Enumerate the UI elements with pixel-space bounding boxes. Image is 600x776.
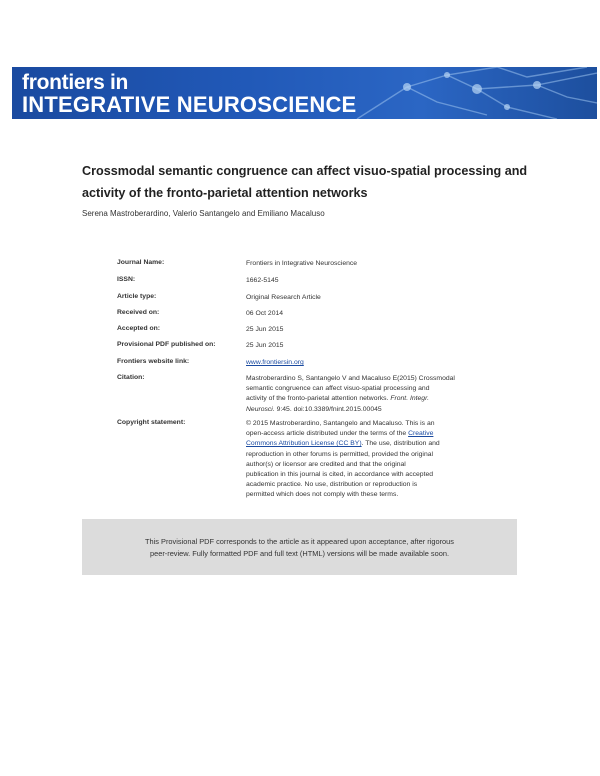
- journal-banner: [12, 67, 597, 119]
- copyright-line: . The use, distribution and: [361, 440, 440, 448]
- copyright-line: author(s) or licensor are credited and that the original: [246, 460, 406, 468]
- copyright-line: permitted which does not comply with these terms.: [246, 491, 399, 499]
- meta-label: Copyright statement:: [117, 419, 186, 426]
- author-list: Serena Mastroberardino, Valerio Santangelo and Emiliano Macaluso: [82, 209, 325, 218]
- meta-label: Frontiers website link:: [117, 358, 190, 365]
- meta-value: Frontiers in Integrative Neuroscience: [246, 260, 358, 267]
- meta-value: 06 Oct 2014: [246, 310, 284, 317]
- notice-line: This Provisional PDF corresponds to the article as it appeared upon acceptance, after rigorous: [145, 537, 454, 546]
- citation-journal: Front. Integr.: [390, 395, 429, 403]
- copyright-line: academic practice. No use, distribution or reproduction is: [246, 481, 418, 489]
- meta-value: 1662-5145: [246, 277, 279, 284]
- meta-label: ISSN:: [117, 276, 136, 283]
- citation-line: Mastroberardino S, Santangelo V and Macaluso E(2015) Crossmodal: [246, 375, 455, 382]
- meta-label: Journal Name:: [117, 259, 165, 266]
- copyright-line: open-access article distributed under the terms of the: [246, 430, 407, 438]
- copyright-line: publication in this journal is cited, in accordance with accepted: [246, 471, 434, 479]
- journal-title-banner: INTEGRATIVE NEUROSCIENCE: [22, 92, 357, 117]
- meta-label: Article type:: [117, 293, 157, 300]
- meta-label: Provisional PDF published on:: [117, 341, 216, 348]
- copyright-line: reproduction in other forums is permitted, provided the original: [246, 450, 434, 458]
- citation-line: semantic congruence can affect visuo-spatial processing and: [246, 385, 430, 393]
- citation-text: [246, 374, 486, 415]
- copyright-line: © 2015 Mastroberardino, Santangelo and Macaluso. This is an: [246, 420, 435, 427]
- meta-label: Citation:: [117, 374, 145, 381]
- notice-line: peer-review. Fully formatted PDF and full text (HTML) versions will be made available soon.: [149, 549, 450, 558]
- copyright-text: [246, 419, 486, 501]
- brand-name: frontiers in: [22, 71, 129, 94]
- meta-value: Original Research Article: [246, 294, 321, 301]
- meta-label: Accepted on:: [117, 325, 161, 332]
- license-link[interactable]: Commons Attribution License (CC BY): [246, 440, 362, 448]
- meta-value: 25 Jun 2015: [246, 342, 284, 349]
- website-link[interactable]: www.frontiersin.org: [246, 359, 304, 366]
- provisional-notice: [82, 519, 517, 575]
- meta-label: Received on:: [117, 309, 160, 316]
- meta-value: 25 Jun 2015: [246, 326, 284, 333]
- citation-journal: Neurosci.: [246, 405, 275, 413]
- citation-line: activity of the fronto-parietal attention networks.: [246, 395, 389, 403]
- citation-line: 9:45. doi:10.3389/fnint.2015.00045: [276, 405, 382, 413]
- article-title: [82, 160, 582, 204]
- title-line: Crossmodal semantic congruence can affect visuo-spatial processing and: [82, 164, 528, 178]
- title-line: activity of the fronto-parietal attention networks: [82, 186, 368, 200]
- license-link[interactable]: Creative: [408, 430, 434, 438]
